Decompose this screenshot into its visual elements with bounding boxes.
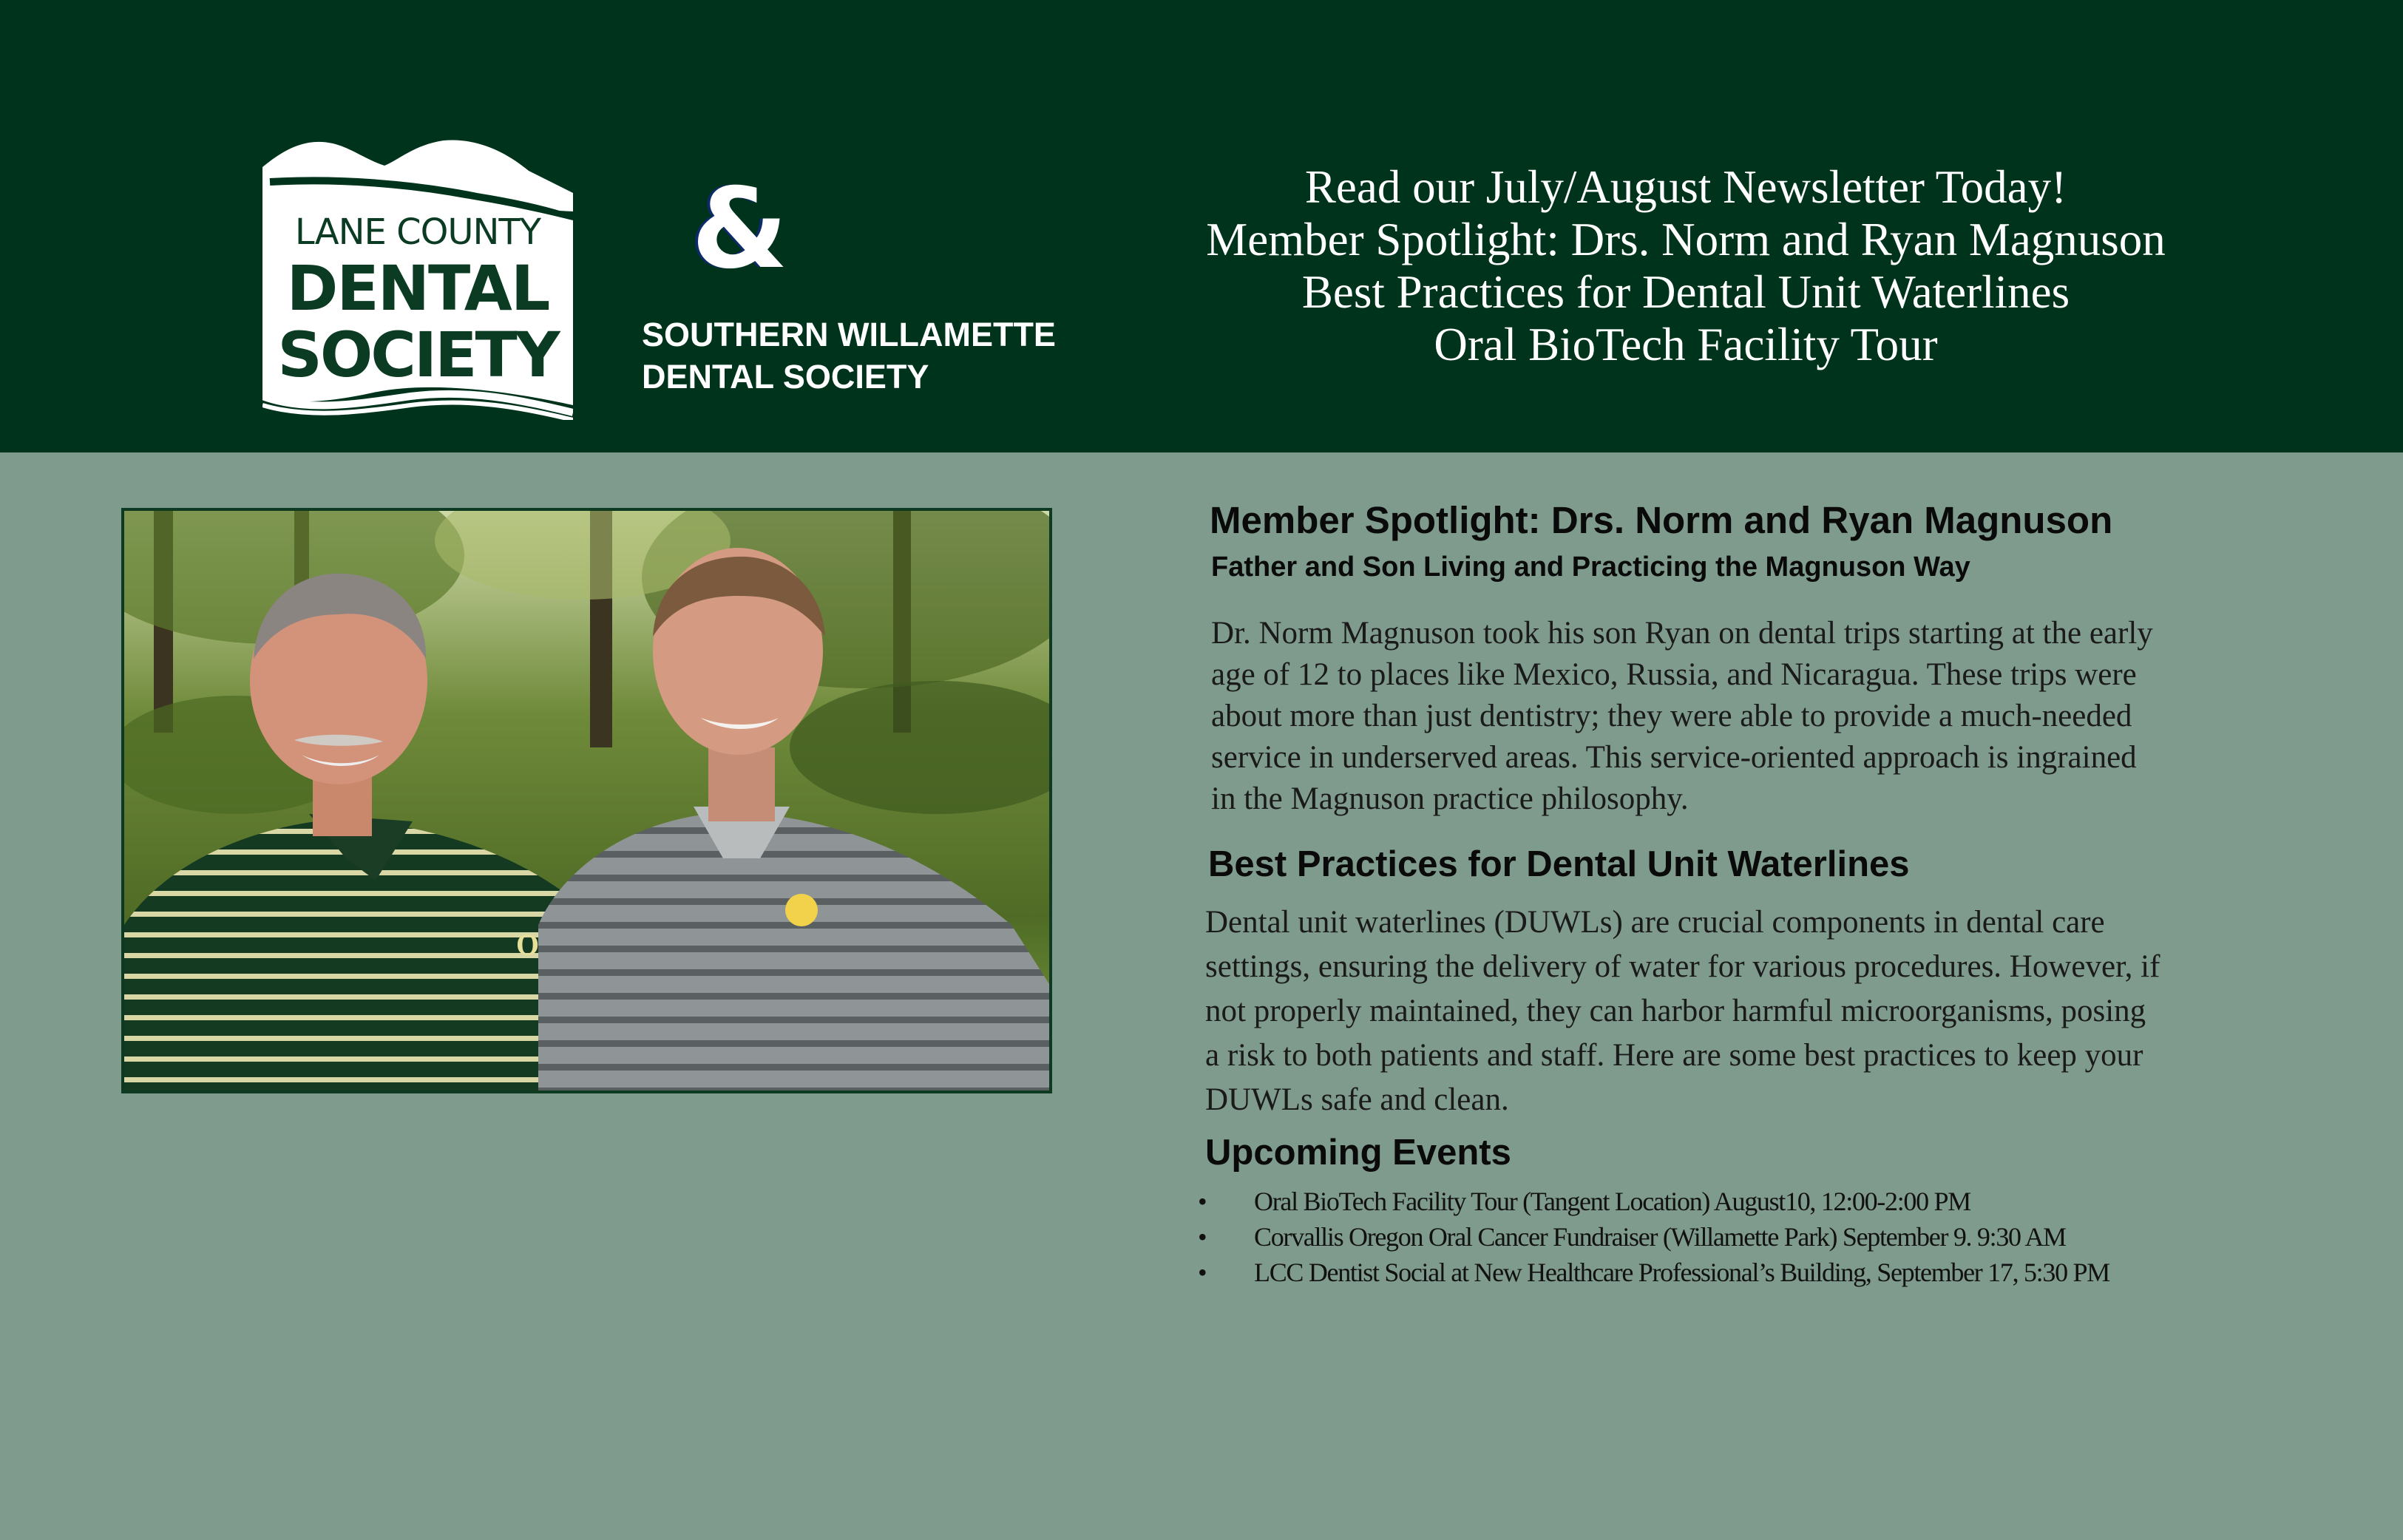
spotlight-body-line: service in underserved areas. This service-oriented approach is ingrained (1211, 740, 2137, 775)
logo-line-2: DENTAL (286, 252, 549, 325)
bullet-icon: • (1198, 1258, 1207, 1287)
svg-text:O: O (516, 928, 540, 961)
spotlight-body-line: Dr. Norm Magnuson took his son Ryan on dental trips starting at the early (1211, 616, 2153, 651)
logo-line-1: LANE COUNTY (294, 211, 541, 253)
waterlines-body-line: settings, ensuring the delivery of water for various procedures. However, if (1205, 949, 2160, 984)
partner-line-2: DENTAL SOCIETY (642, 358, 929, 396)
waterlines-body-line: a risk to both patients and staff. Here are some best practices to keep your (1205, 1038, 2143, 1073)
spotlight-body (1211, 613, 2153, 820)
lane-county-dental-society-logo (262, 138, 573, 420)
event-text: Oral BioTech Facility Tour (Tangent Location) August10, 12:00-2:00 PM (1254, 1187, 1970, 1216)
headline-line-2: Member Spotlight: Drs. Norm and Ryan Magnuson (1206, 214, 2166, 265)
waterlines-body-line: not properly maintained, they can harbor harmful microorganisms, posing (1205, 994, 2146, 1028)
spotlight-body-line: age of 12 to places like Mexico, Russia, and Nicaragua. These trips were (1211, 657, 2137, 692)
waterlines-title: Best Practices for Dental Unit Waterlines (1208, 844, 1910, 884)
waterlines-body (1205, 900, 2160, 1122)
events-title: Upcoming Events (1205, 1133, 1511, 1173)
partner-line-1: SOUTHERN WILLAMETTE (642, 316, 1056, 353)
spotlight-body-line: about more than just dentistry; they were able to provide a much-needed (1211, 699, 2132, 733)
headline-line-4: Oral BioTech Facility Tour (1434, 319, 1938, 370)
southern-willamette-dental-society-wordmark (642, 313, 1056, 398)
logo-line-3: SOCIETY (277, 319, 558, 391)
bullet-icon: • (1198, 1187, 1207, 1216)
bullet-icon: • (1198, 1222, 1207, 1252)
spotlight-subtitle: Father and Son Living and Practicing the Magnuson Way (1211, 552, 1970, 583)
event-text: Corvallis Oregon Oral Cancer Fundraiser (Willamette Park) September 9. 9:30 AM (1254, 1222, 2066, 1252)
waterlines-body-line: DUWLs safe and clean. (1205, 1082, 1509, 1117)
spotlight-title: Member Spotlight: Drs. Norm and Ryan Magnuson (1210, 499, 2113, 541)
headline-line-1: Read our July/August Newsletter Today! (1304, 161, 2067, 213)
event-text: LCC Dentist Social at New Healthcare Professional’s Building, September 17, 5:30 PM (1254, 1258, 2109, 1287)
waterlines-body-line: Dental unit waterlines (DUWLs) are crucial components in dental care (1205, 905, 2105, 940)
spotlight-body-line: in the Magnuson practice philosophy. (1211, 781, 1689, 816)
newsletter-headline (1109, 161, 2263, 371)
ampersand-mark: & (691, 165, 788, 294)
headline-line-3: Best Practices for Dental Unit Waterlines (1301, 266, 2070, 318)
member-spotlight-photo (121, 508, 1052, 1093)
